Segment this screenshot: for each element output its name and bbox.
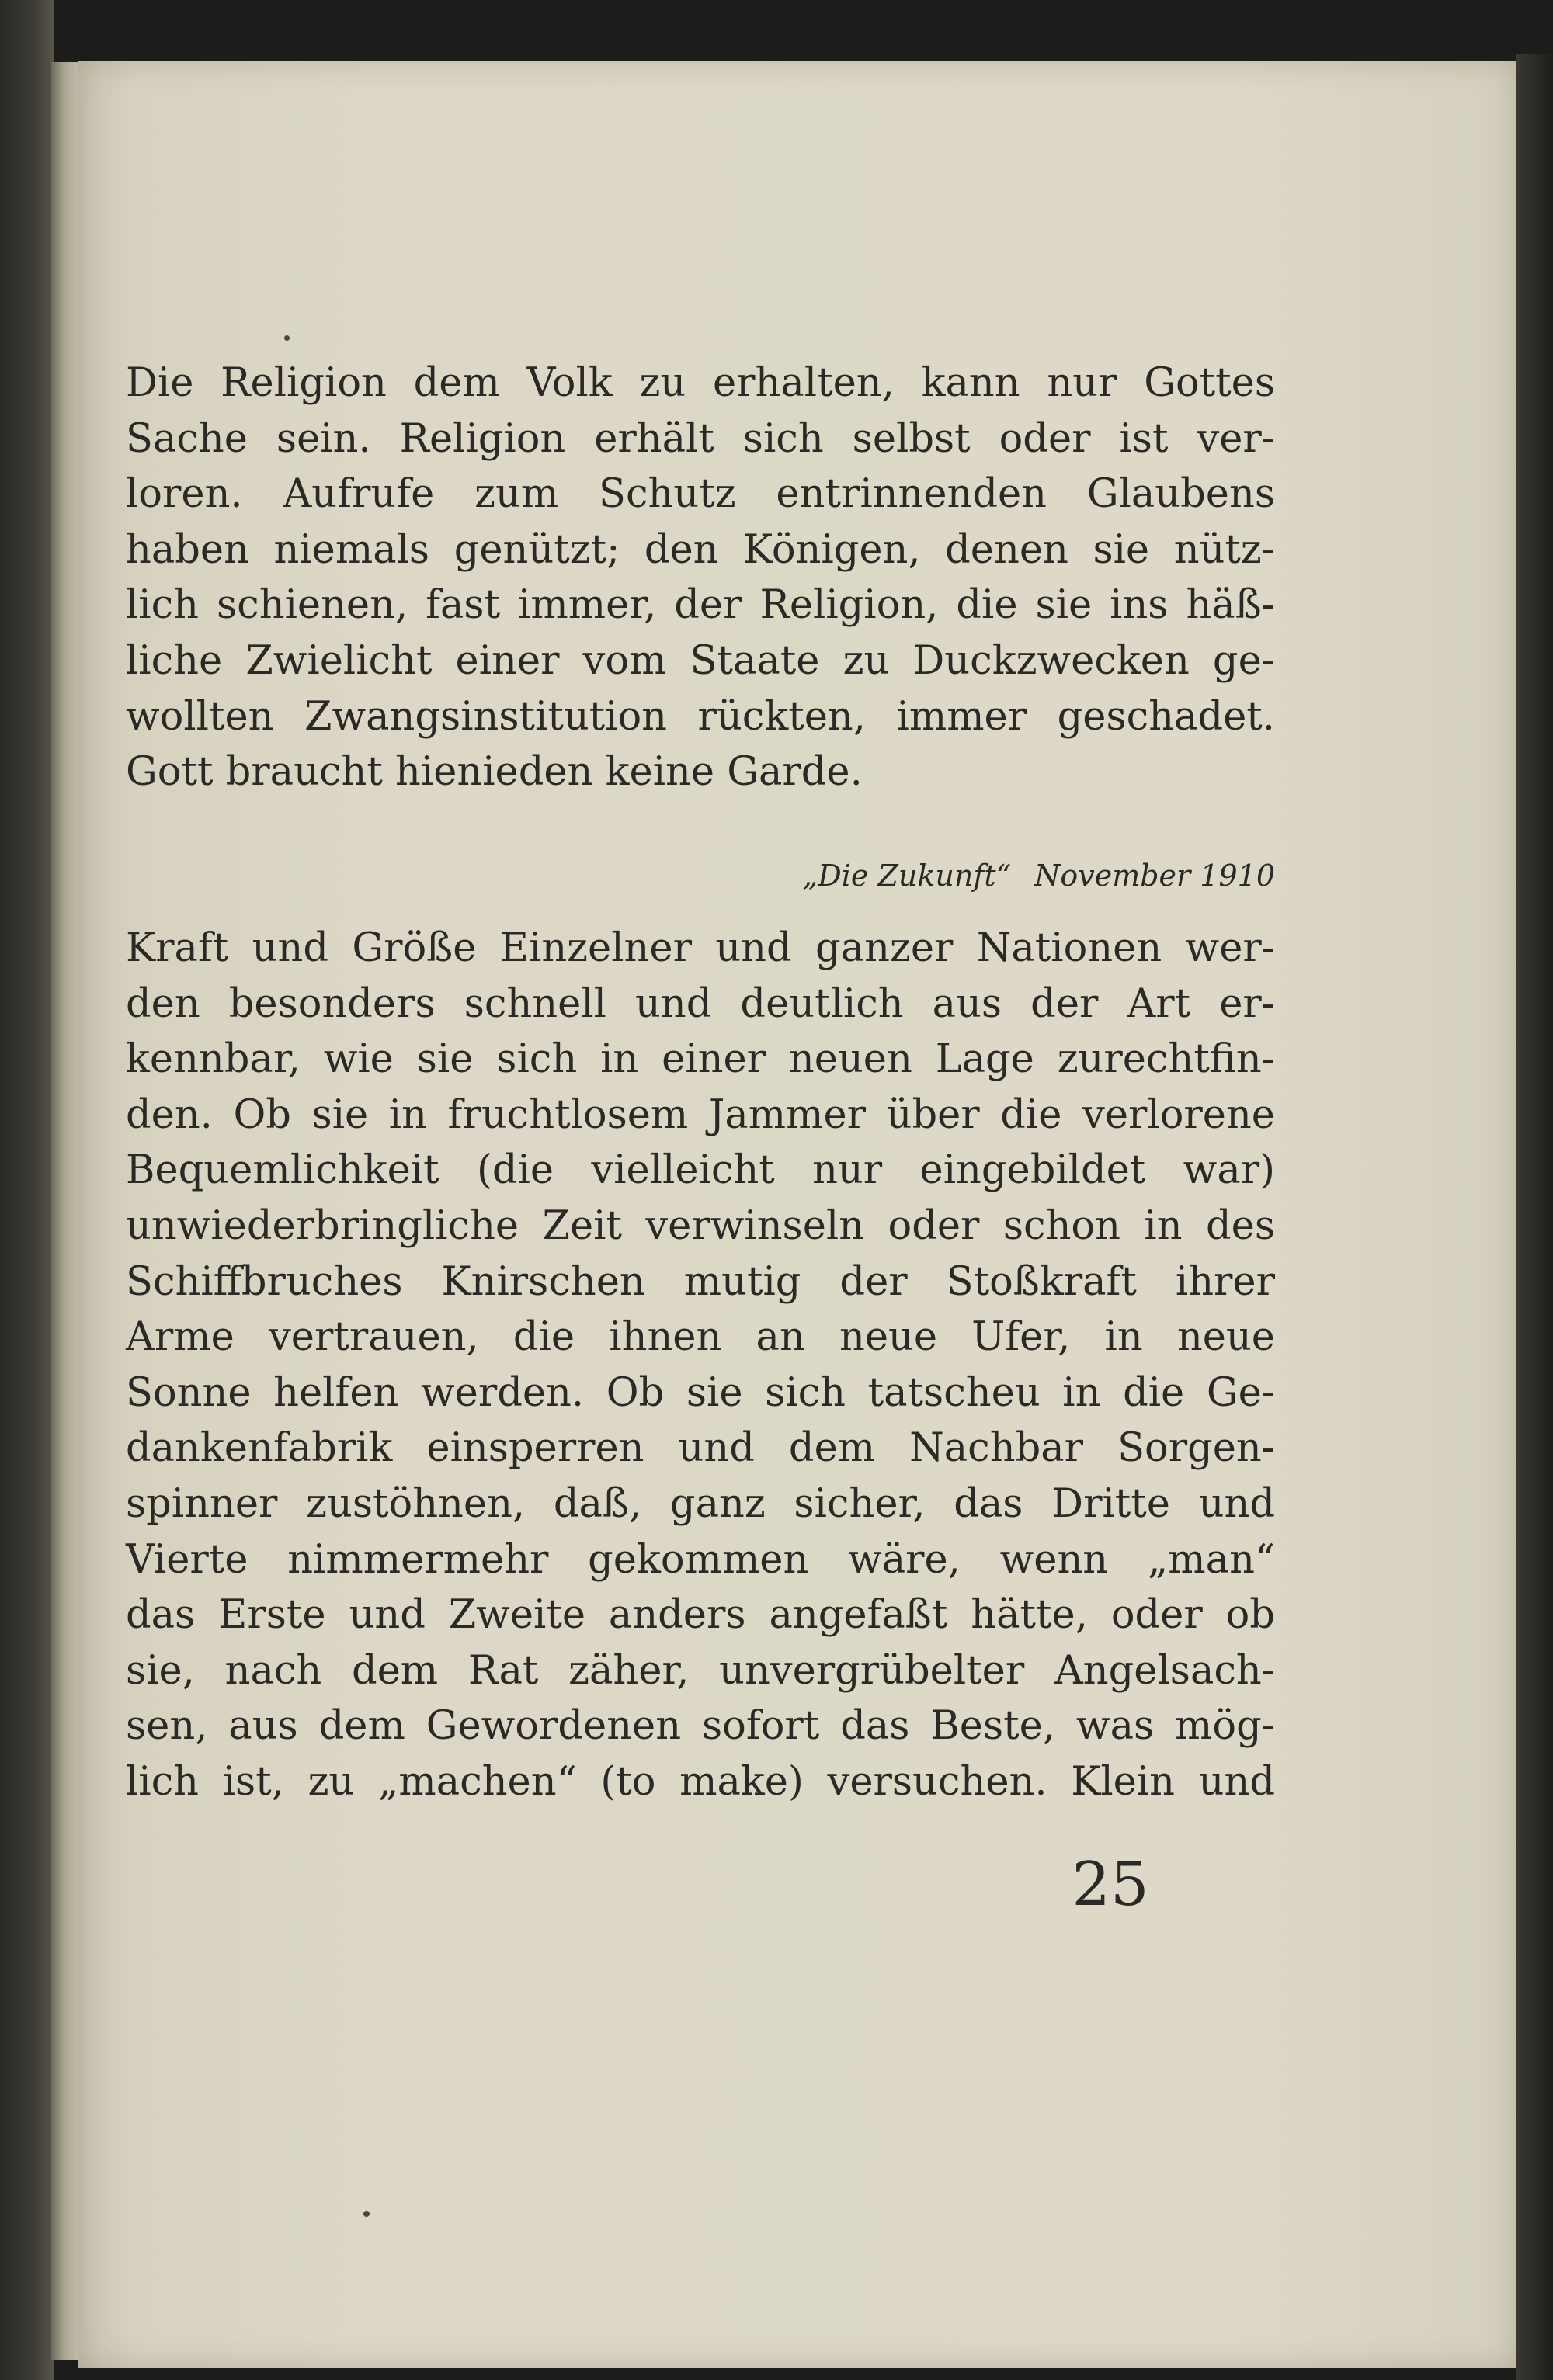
text-line: lich ist, zu „machen“ (to make) versuchen. Klein und [126, 1758, 1275, 1805]
book-page [78, 61, 1516, 2368]
page-number: 25 [1072, 1850, 1149, 1920]
text-line: loren. Aufrufe zum Schutz entrinnenden Glaubens [126, 471, 1275, 518]
attribution [745, 859, 1275, 893]
attribution-date: November 1910 [1034, 859, 1275, 893]
text-line: Vierte nimmermehr gekommen wäre, wenn „man“ [126, 1536, 1275, 1583]
text-line: Kraft und Größe Einzelner und ganzer Nationen wer- [126, 925, 1275, 971]
text-line: Gott braucht hienieden keine Garde. [126, 749, 863, 796]
text-line: Die Religion dem Volk zu erhalten, kann nur Gottes [126, 360, 1275, 406]
text-line: kennbar, wie sie sich in einer neuen Lage zurechtfin- [126, 1036, 1275, 1083]
text-line: Arme vertrauen, die ihnen an neue Ufer, in neue [126, 1314, 1275, 1361]
text-line: den. Ob sie in fruchtlosem Jammer über die verlorene [126, 1091, 1275, 1138]
text-line: den besonders schnell und deutlich aus der Art er- [126, 980, 1275, 1027]
paragraph-2 [126, 921, 1275, 1810]
text-line: liche Zwielicht einer vom Staate zu Duckzwecken ge- [126, 637, 1275, 684]
attribution-source: „Die Zukunft“ [802, 859, 1012, 893]
text-line: spinner zustöhnen, daß, ganz sicher, das Dritte und [126, 1480, 1275, 1527]
paper-speck [363, 2211, 370, 2217]
text-line: lich schienen, fast immer, der Religion, die sie ins häß- [126, 582, 1275, 629]
text-line: Bequemlichkeit (die vielleicht nur eingebildet war) [126, 1147, 1275, 1194]
text-line: unwiederbringliche Zeit verwinseln oder schon in des [126, 1202, 1275, 1249]
text-line: sie, nach dem Rat zäher, unvergrübelter Angelsach- [126, 1647, 1275, 1694]
scan-left-margin [0, 0, 54, 2380]
text-line: haben niemals genützt; den Königen, denen sie nütz- [126, 526, 1275, 573]
paragraph-1 [126, 356, 1275, 800]
text-line: dankenfabrik einsperren und dem Nachbar Sorgen- [126, 1425, 1275, 1472]
paper-speck [284, 335, 290, 341]
text-line: das Erste und Zweite anders angefaßt hätte, oder ob [126, 1592, 1275, 1639]
text-line: Schiffbruches Knirschen mutig der Stoßkraft ihrer [126, 1258, 1275, 1305]
text-line: wollten Zwangsinstitution rückten, immer geschadet. [126, 693, 1275, 740]
text-line: sen, aus dem Gewordenen sofort das Beste, was mög- [126, 1703, 1275, 1750]
text-line: Sonne helfen werden. Ob sie sich tatscheu in die Ge- [126, 1369, 1275, 1416]
text-line: Sache sein. Religion erhält sich selbst oder ist ver- [126, 415, 1275, 462]
scan-right-margin [1516, 54, 1553, 2380]
